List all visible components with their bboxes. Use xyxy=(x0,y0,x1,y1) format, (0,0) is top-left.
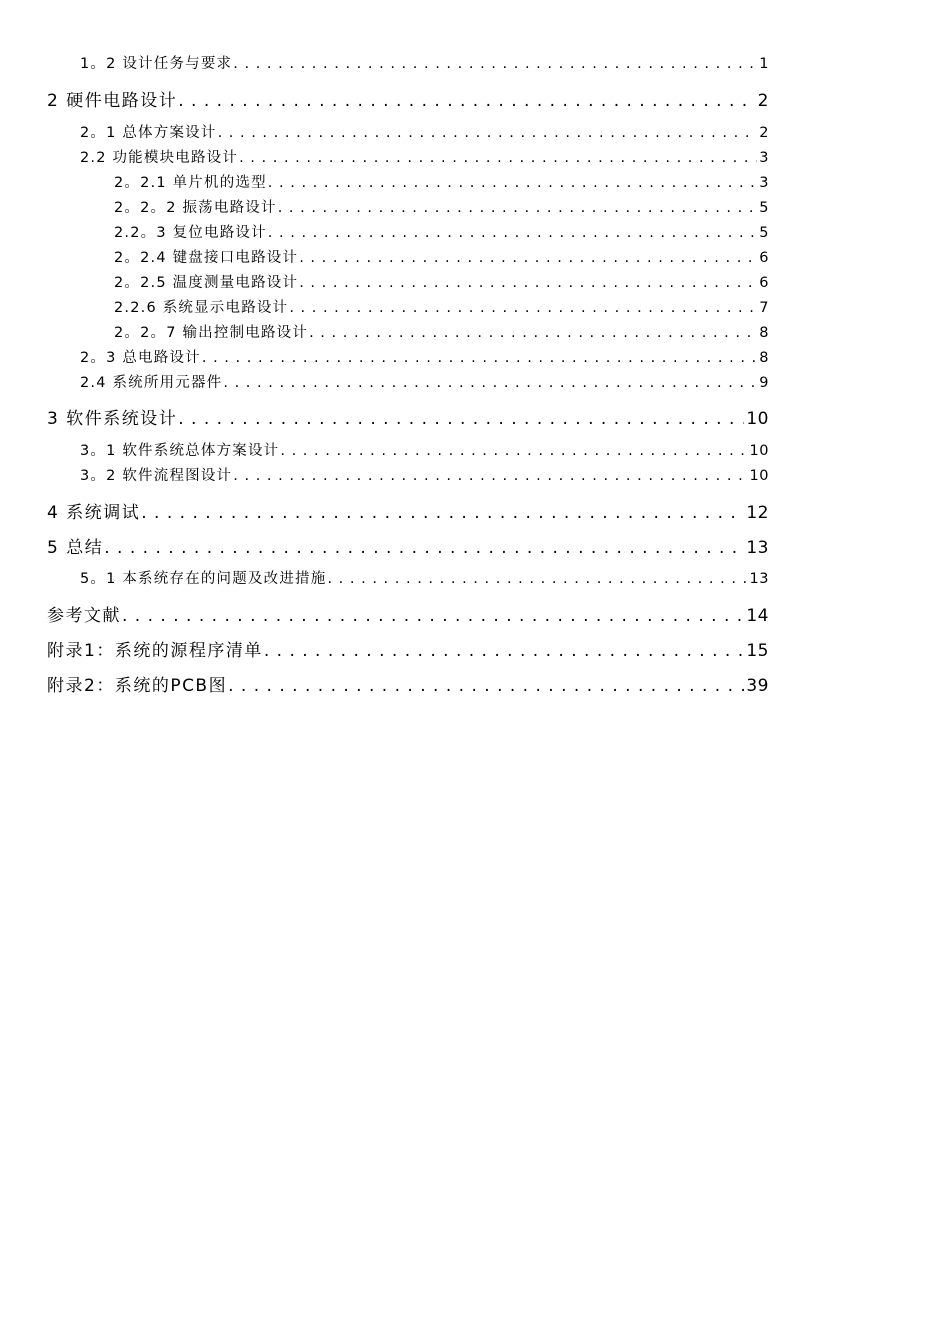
toc-entry-label: 附录1：系统的源程序清单 xyxy=(47,641,263,661)
toc-dot-leader xyxy=(141,503,744,523)
toc-entry-label: 2。2。2 振荡电路设计 xyxy=(114,200,277,216)
toc-entry[interactable] xyxy=(47,86,769,111)
toc-entry-page: 9 xyxy=(759,375,769,391)
toc-entry-label: 5 总结 xyxy=(47,538,104,558)
toc-entry-label: 2.4 系统所用元器件 xyxy=(80,375,223,391)
toc-dot-leader xyxy=(268,175,757,191)
toc-entry-page: 13 xyxy=(749,571,769,587)
toc-entry-label: 附录2：系统的PCB图 xyxy=(47,676,228,696)
toc-entry[interactable] xyxy=(114,221,769,242)
toc-dot-leader xyxy=(289,300,757,316)
toc-entry[interactable] xyxy=(80,567,769,588)
toc-entry-page: 2 xyxy=(757,91,769,111)
toc-entry-page: 12 xyxy=(746,503,769,523)
toc-entry-page: 15 xyxy=(746,641,769,661)
toc-entry[interactable] xyxy=(47,498,769,523)
toc-entry[interactable] xyxy=(80,371,769,392)
toc-entry[interactable] xyxy=(47,671,769,696)
toc-entry-page: 3 xyxy=(759,175,769,191)
toc-dot-leader xyxy=(233,56,757,72)
toc-entry-label: 2。2.4 键盘接口电路设计 xyxy=(114,250,299,266)
toc-entry-page: 10 xyxy=(749,443,769,459)
toc-entry[interactable] xyxy=(47,533,769,558)
toc-dot-leader xyxy=(327,571,747,587)
toc-entry[interactable] xyxy=(114,171,769,192)
toc-entry-page: 39 xyxy=(746,676,769,696)
toc-dot-leader xyxy=(178,409,744,429)
toc-entry-label: 3 软件系统设计 xyxy=(47,409,178,429)
toc-dot-leader xyxy=(233,468,747,484)
toc-entry-label: 2 硬件电路设计 xyxy=(47,91,178,111)
toc-dot-leader xyxy=(280,443,747,459)
toc-entry[interactable] xyxy=(114,246,769,267)
toc-entry-label: 2.2。3 复位电路设计 xyxy=(114,225,267,241)
toc-entry[interactable] xyxy=(114,196,769,217)
toc-entry-page: 8 xyxy=(759,350,769,366)
toc-entry-label: 2。1 总体方案设计 xyxy=(80,125,217,141)
toc-dot-leader xyxy=(268,225,757,241)
toc-entry-page: 6 xyxy=(759,250,769,266)
toc-dot-leader xyxy=(223,375,757,391)
toc-entry-page: 2 xyxy=(759,125,769,141)
toc-entry-label: 3。2 软件流程图设计 xyxy=(80,468,233,484)
toc-dot-leader xyxy=(228,676,744,696)
toc-entry-label: 1。2 设计任务与要求 xyxy=(80,56,233,72)
toc-dot-leader xyxy=(104,538,744,558)
toc-entry[interactable] xyxy=(47,601,769,626)
toc-dot-leader xyxy=(299,250,757,266)
toc-dot-leader xyxy=(239,150,757,166)
toc-entry-label: 2。2.1 单片机的选型 xyxy=(114,175,267,191)
toc-entry[interactable] xyxy=(80,346,769,367)
toc-entry[interactable] xyxy=(114,296,769,317)
toc-entry[interactable] xyxy=(80,439,769,460)
toc-entry-page: 14 xyxy=(746,606,769,626)
toc-entry-page: 13 xyxy=(746,538,769,558)
toc-entry[interactable] xyxy=(47,636,769,661)
toc-dot-leader xyxy=(178,91,755,111)
toc-entry-page: 10 xyxy=(749,468,769,484)
toc-entry-label: 2。3 总电路设计 xyxy=(80,350,201,366)
toc-entry-label: 2。2。7 输出控制电路设计 xyxy=(114,325,309,341)
toc-dot-leader xyxy=(202,350,757,366)
toc-entry[interactable] xyxy=(80,52,769,73)
toc-entry-page: 5 xyxy=(759,200,769,216)
toc-dot-leader xyxy=(278,200,758,216)
toc-entry-page: 7 xyxy=(759,300,769,316)
toc-entry-label: 参考文献 xyxy=(47,606,121,626)
toc-entry-page: 8 xyxy=(759,325,769,341)
toc-entry[interactable] xyxy=(114,271,769,292)
toc-entry[interactable] xyxy=(47,404,769,429)
toc-entry-label: 2。2.5 温度测量电路设计 xyxy=(114,275,299,291)
toc-entry[interactable] xyxy=(80,121,769,142)
toc-entry-label: 5。1 本系统存在的问题及改进措施 xyxy=(80,571,327,587)
toc-dot-leader xyxy=(309,325,757,341)
toc-entry[interactable] xyxy=(80,464,769,485)
toc-entry-label: 4 系统调试 xyxy=(47,503,141,523)
toc-entry-page: 10 xyxy=(746,409,769,429)
toc-dot-leader xyxy=(218,125,758,141)
toc-dot-leader xyxy=(264,641,745,661)
toc-entry-label: 3。1 软件系统总体方案设计 xyxy=(80,443,280,459)
toc-dot-leader xyxy=(299,275,757,291)
toc-entry-page: 5 xyxy=(759,225,769,241)
toc-dot-leader xyxy=(122,606,744,626)
toc-entry[interactable] xyxy=(80,146,769,167)
toc-entry[interactable] xyxy=(114,321,769,342)
toc-entry-label: 2.2.6 系统显示电路设计 xyxy=(114,300,289,316)
toc-entry-label: 2.2 功能模块电路设计 xyxy=(80,150,239,166)
toc-entry-page: 1 xyxy=(759,56,769,72)
toc-entry-page: 6 xyxy=(759,275,769,291)
toc-entry-page: 3 xyxy=(759,150,769,166)
